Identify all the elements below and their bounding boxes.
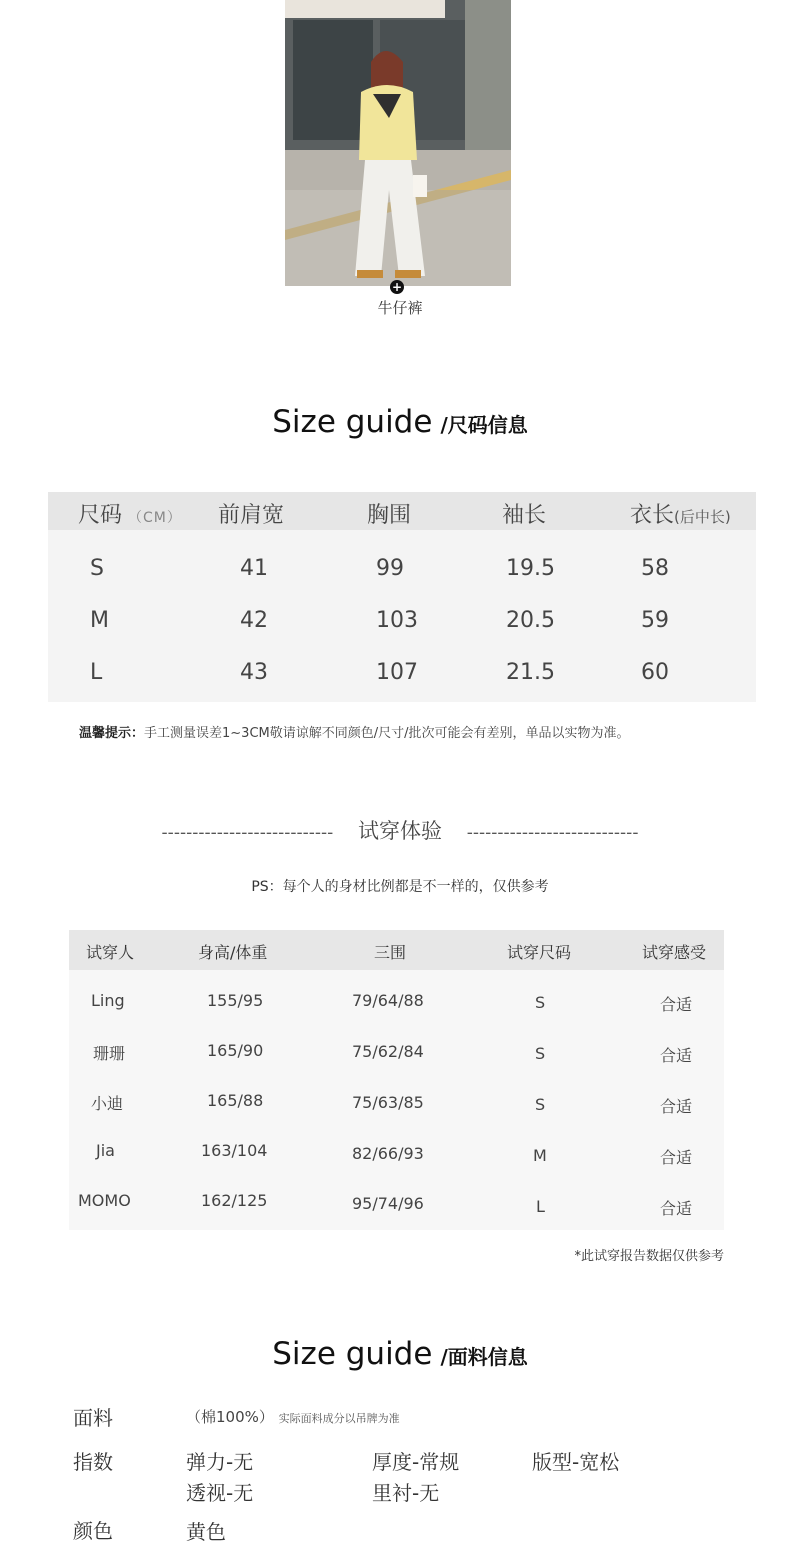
divider-right: ----------------------------: [466, 823, 639, 843]
table-cell: L: [536, 1197, 545, 1216]
size-cell: 41: [240, 556, 268, 581]
thickness: 厚度-常规: [372, 1450, 460, 1474]
size-cell: 60: [641, 660, 669, 685]
table-cell: M: [533, 1146, 547, 1165]
table-cell: 155/95: [207, 991, 264, 1010]
table-cell: S: [535, 1095, 546, 1114]
try-on-table: [69, 930, 724, 1230]
fabric-label: 面料: [73, 1406, 113, 1430]
table-cell: 合适: [660, 1046, 693, 1065]
note-label: 温馨提示：: [79, 726, 145, 741]
col-tried-size: 试穿尺码: [507, 943, 572, 962]
fit: 版型-宽松: [532, 1450, 620, 1474]
fabric-value: （棉100%）: [186, 1408, 274, 1426]
note-text: 手工测量误差1~3CM敬请谅解不同颜色/尺寸/批次可能会有差别，单品以实物为准。: [144, 726, 630, 741]
table-cell: 162/125: [201, 1191, 268, 1210]
fabric-note: 实际面料成分以吊牌为准: [278, 1412, 400, 1425]
product-photo: [285, 0, 511, 286]
index-label: 指数: [73, 1450, 113, 1474]
size-guide-title: [0, 404, 800, 440]
table-cell: 163/104: [201, 1141, 268, 1160]
photo-caption: 牛仔裤: [377, 299, 423, 317]
size-cell: 58: [641, 556, 669, 581]
fabric-value-row: [186, 1406, 400, 1427]
size-cell: 42: [240, 608, 268, 633]
size-cell: 107: [376, 660, 418, 685]
table-cell: 82/66/93: [352, 1144, 424, 1163]
fabric-guide-title: [0, 1336, 800, 1372]
measurement-note: [79, 722, 630, 741]
table-cell: 合适: [660, 1148, 693, 1167]
table-cell: Ling: [91, 991, 125, 1010]
size-cell: 21.5: [506, 660, 555, 685]
table-cell: S: [535, 993, 546, 1012]
col-feeling: 试穿感受: [642, 943, 707, 962]
size-cell: 99: [376, 556, 404, 581]
table-cell: 79/64/88: [352, 991, 424, 1010]
size-cell: 43: [240, 660, 268, 685]
size-guide-subheading: /尺码信息: [440, 413, 528, 437]
table-cell: MOMO: [78, 1191, 131, 1210]
table-cell: 合适: [660, 1097, 693, 1116]
table-cell: 小迪: [91, 1094, 124, 1113]
size-table: [48, 492, 756, 702]
color-value: 黄色: [186, 1520, 226, 1544]
table-cell: 165/90: [207, 1041, 264, 1060]
lining: 里衬-无: [372, 1481, 440, 1505]
table-cell: 75/62/84: [352, 1042, 424, 1061]
size-cell: 59: [641, 608, 669, 633]
size-cell: M: [90, 608, 109, 633]
table-cell: 95/74/96: [352, 1194, 424, 1213]
col-sleeve: 袖长: [502, 503, 547, 528]
color-label: 颜色: [73, 1519, 113, 1543]
col-height-weight: 身高/体重: [198, 943, 268, 962]
col-chest: 胸围: [367, 503, 412, 528]
fabric-guide-subheading: /面料信息: [440, 1345, 528, 1369]
size-cell: S: [90, 556, 104, 581]
size-cell: 19.5: [506, 556, 555, 581]
table-cell: S: [535, 1044, 546, 1063]
table-cell: 165/88: [207, 1091, 264, 1110]
fabric-guide-heading: Size guide: [272, 1336, 433, 1372]
try-on-ps: PS：每个人的身材比例都是不一样的，仅供参考: [251, 879, 549, 895]
try-on-heading: 试穿体验: [358, 819, 442, 843]
col-measurements: 三围: [374, 943, 407, 962]
size-guide-heading: Size guide: [272, 404, 433, 440]
table-cell: 合适: [660, 1199, 693, 1218]
table-cell: 珊珊: [93, 1044, 126, 1063]
plus-icon[interactable]: +: [391, 280, 403, 294]
try-on-title: [0, 815, 800, 845]
table-cell: 合适: [660, 995, 693, 1014]
size-table-header: [48, 492, 756, 530]
transparency: 透视-无: [186, 1481, 254, 1505]
table-cell: Jia: [96, 1141, 115, 1160]
size-cell: 20.5: [506, 608, 555, 633]
col-shoulder: 前肩宽: [218, 503, 285, 528]
size-cell: 103: [376, 608, 418, 633]
divider-left: ----------------------------: [161, 823, 334, 843]
model-illustration: [285, 0, 511, 286]
col-length: 衣长(后中长): [630, 503, 731, 528]
try-on-footnote: *此试穿报告数据仅供参考: [574, 1249, 724, 1264]
size-cell: L: [90, 660, 103, 685]
elasticity: 弹力-无: [186, 1450, 254, 1474]
table-cell: 75/63/85: [352, 1093, 424, 1112]
col-tester: 试穿人: [86, 943, 135, 962]
try-on-table-header: [69, 930, 724, 970]
col-size: 尺码 （CM）: [78, 503, 182, 528]
